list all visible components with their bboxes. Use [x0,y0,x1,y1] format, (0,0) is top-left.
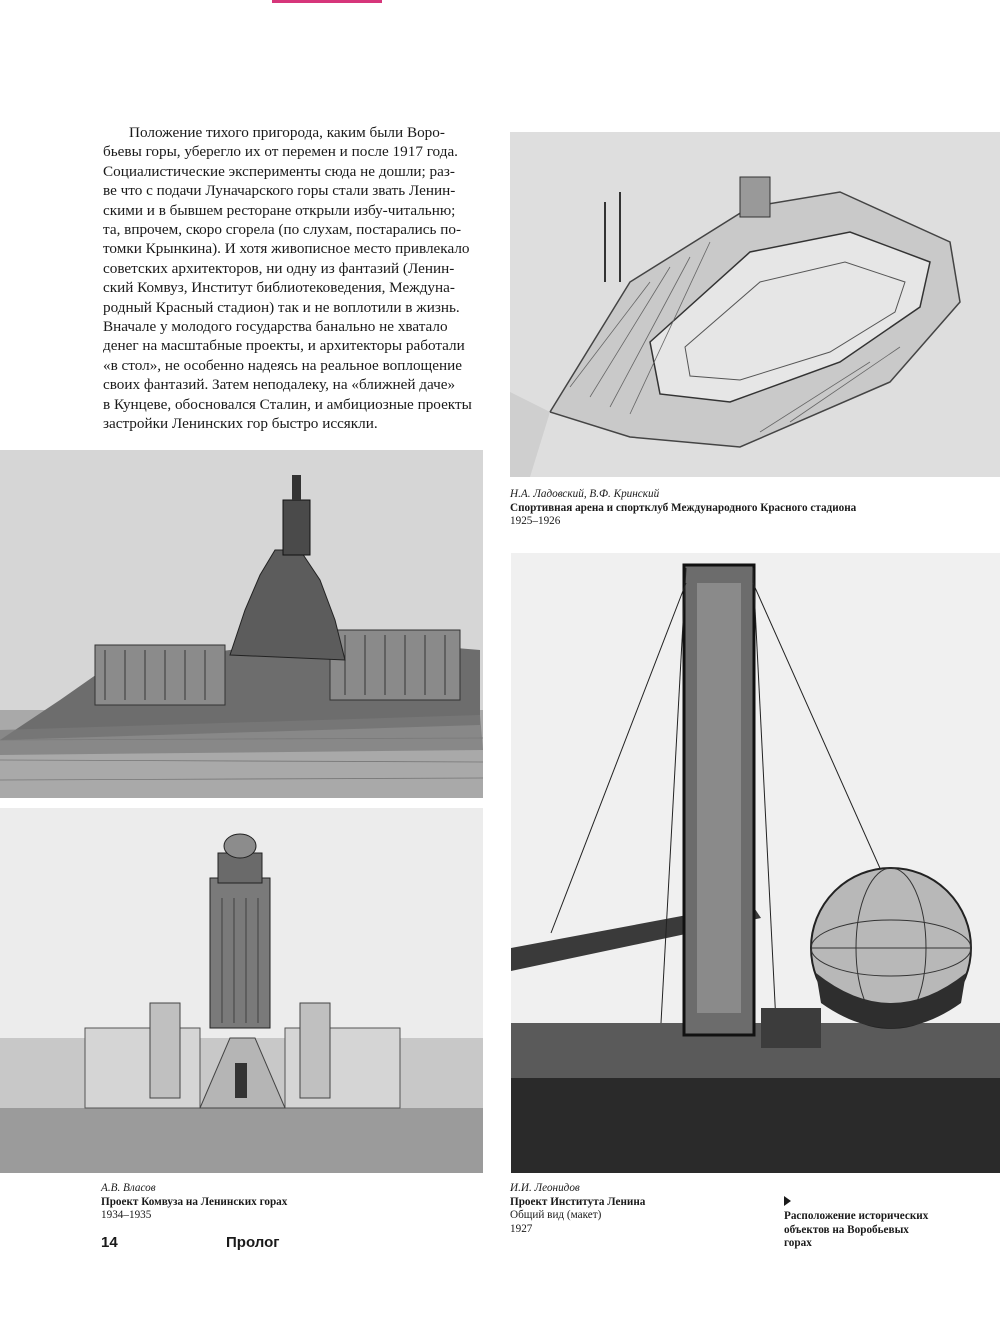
page-number: 14 [101,1234,118,1251]
caption-author: Н.А. Ладовский, В.Ф. Кринский [510,488,660,500]
text-line: ве что с подачи Луначарского горы стали звать Ленин- [103,182,456,200]
text-line: денег на масштабные проекты, и архитекторы работали [103,337,465,355]
text-line: Социалистические эксперименты сюда не дошли; раз- [103,162,455,180]
triangle-pointer-icon [784,1196,791,1206]
caption-years: 1927 [510,1222,533,1235]
text-line: Вначале у молодого государства банально не хватало [103,318,448,336]
stadium-caption [510,488,990,529]
caption-title: Проект Комвуза на Ленинских горах [101,1195,288,1208]
komvuz-caption [101,1182,481,1223]
top-accent-bar [272,0,382,3]
text-line: родный Красный стадион) так и не воплотили в жизнь. [103,298,460,316]
text-line: бьевы горы, уберегло их от перемен и после 1917 года. [103,143,458,161]
text-line: ский Комвуз, Институт библиотековедения, Междуна- [103,279,455,297]
lenin-institute-photo [511,553,1000,1173]
text-line: томки Крынкина). И хотя живописное место привлекало [103,240,470,258]
text-line: «в стол», не особенно надеясь на реальное воплощение [103,356,462,374]
text-line: советских архитекторов, ни одну из фантазий (Ленин- [103,259,455,277]
map-reference-note [784,1196,954,1251]
komvuz-perspective-drawing [0,450,483,798]
text-line: в Кунцеве, обосновался Сталин, и амбициозные проекты [103,395,472,413]
section-title: Пролог [226,1234,280,1251]
komvuz-frontal-drawing [0,808,483,1173]
institute-caption [510,1182,760,1236]
text-line: та, впрочем, скоро сгорела (по слухам, постарались по- [103,221,462,239]
text-line: Положение тихого пригорода, каким были Воро- [129,124,445,141]
caption-author: И.И. Леонидов [510,1182,580,1194]
note-line: горах [784,1237,812,1250]
note-line: Расположение исторических [784,1210,929,1222]
text-line: застройки Ленинских гор быстро иссякли. [103,415,378,433]
caption-title: Проект Института Ленина [510,1195,646,1208]
note-line: объектов на Воробьевых [784,1223,909,1236]
text-line: скими и в бывшем ресторане открыли избу-читальню; [103,201,456,219]
caption-years: 1925–1926 [510,515,561,528]
caption-title: Спортивная арена и спортклуб Международного Красного стадиона [510,501,857,514]
caption-years: 1934–1935 [101,1209,152,1222]
caption-author: А.В. Власов [101,1182,156,1194]
text-line: своих фантазий. Затем неподалеку, на «ближней даче» [103,376,456,394]
body-text [103,123,484,434]
caption-subtitle: Общий вид (макет) [510,1209,602,1222]
stadium-drawing [510,132,1000,477]
